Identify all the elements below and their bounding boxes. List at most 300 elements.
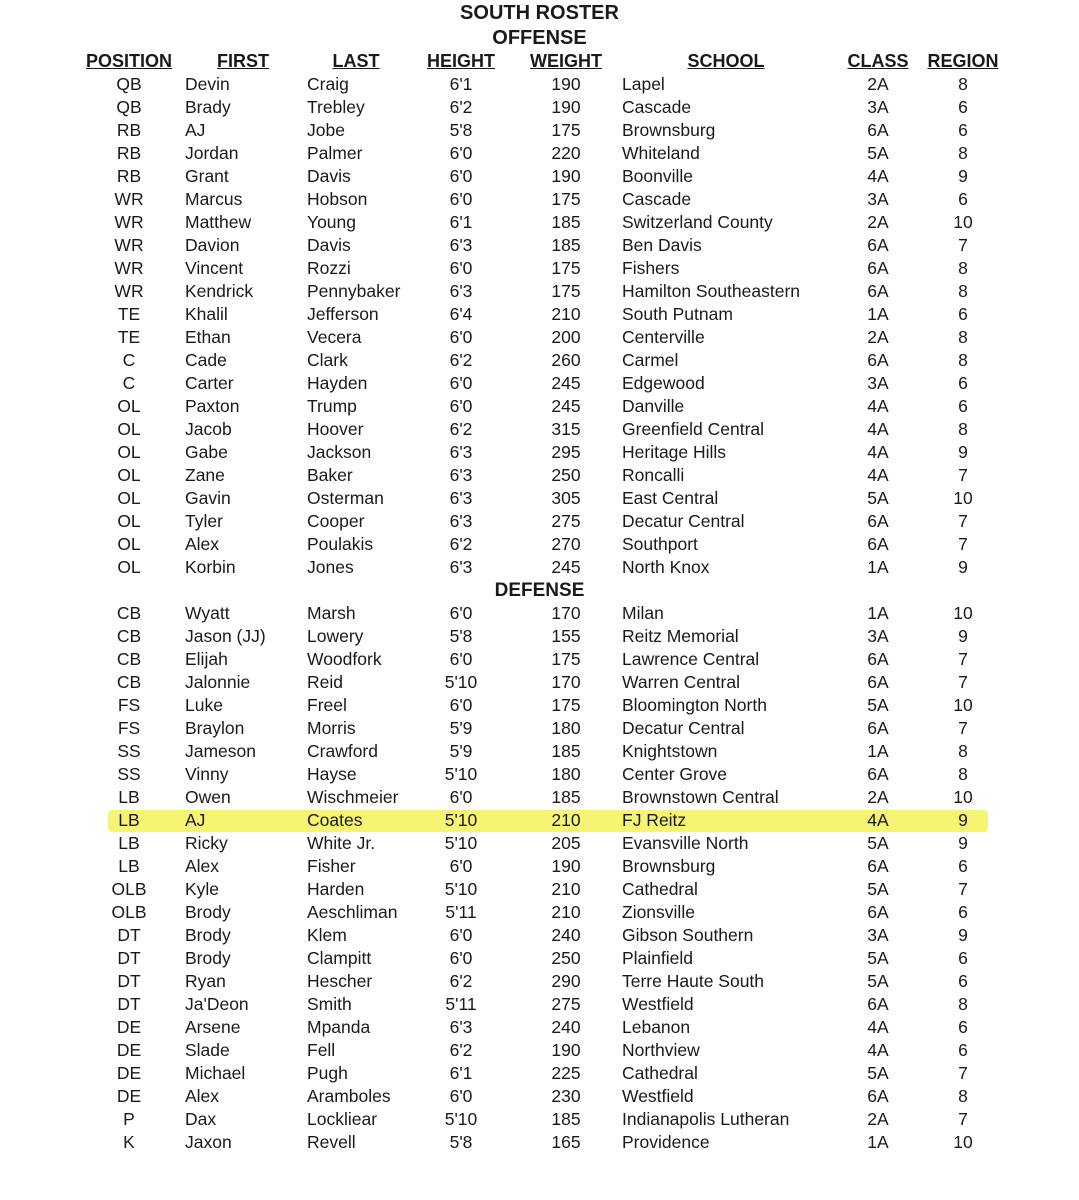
cell-last-name: Pugh (307, 1063, 348, 1083)
table-row (0, 487, 1079, 510)
cell-height: 6'1 (449, 212, 473, 232)
cell-class: 6A (867, 994, 889, 1014)
cell-class: 6A (867, 764, 889, 784)
cell-class: 6A (867, 649, 889, 669)
cell-weight: 170 (551, 672, 581, 692)
cell-position: LB (118, 787, 140, 807)
cell-last-name: White Jr. (307, 833, 376, 853)
table-row (0, 786, 1079, 809)
cell-school: Providence (622, 1132, 710, 1152)
header-last: LAST (332, 51, 380, 71)
cell-last-name: Davis (307, 235, 351, 255)
cell-height: 6'2 (449, 971, 473, 991)
cell-last-name: Hayden (307, 373, 368, 393)
cell-region: 6 (958, 902, 968, 922)
table-row (0, 1108, 1079, 1131)
table-row (0, 1062, 1079, 1085)
cell-weight: 180 (551, 718, 581, 738)
cell-school: Ben Davis (622, 235, 702, 255)
cell-first-name: Elijah (185, 649, 228, 669)
cell-region: 10 (953, 603, 973, 623)
cell-weight: 230 (551, 1086, 581, 1106)
cell-school: Brownsburg (622, 856, 716, 876)
cell-class: 2A (867, 1109, 889, 1129)
cell-region: 7 (958, 511, 968, 531)
cell-height: 5'10 (444, 1109, 478, 1129)
cell-last-name: Woodfork (307, 649, 382, 669)
cell-class: 4A (867, 419, 889, 439)
cell-region: 8 (958, 1086, 968, 1106)
cell-weight: 175 (551, 189, 581, 209)
cell-first-name: Ricky (185, 833, 228, 853)
cell-class: 5A (867, 833, 889, 853)
cell-class: 4A (867, 396, 889, 416)
cell-school: Milan (622, 603, 664, 623)
cell-last-name: Morris (307, 718, 356, 738)
table-row (0, 280, 1079, 303)
cell-last-name: Wischmeier (307, 787, 399, 807)
cell-class: 6A (867, 718, 889, 738)
cell-height: 6'2 (449, 419, 473, 439)
cell-last-name: Poulakis (307, 534, 374, 554)
cell-last-name: Fell (307, 1040, 336, 1060)
cell-class: 6A (867, 281, 889, 301)
cell-first-name: Michael (185, 1063, 246, 1083)
cell-first-name: Arsene (185, 1017, 241, 1037)
cell-position: DE (116, 1086, 142, 1106)
cell-height: 5'10 (444, 810, 478, 830)
cell-height: 6'0 (449, 189, 473, 209)
table-row (0, 1039, 1079, 1062)
cell-school: Decatur Central (622, 718, 745, 738)
cell-height: 5'9 (449, 741, 473, 761)
cell-class: 1A (867, 557, 889, 577)
cell-school: Hamilton Southeastern (622, 281, 801, 301)
cell-school: Plainfield (622, 948, 694, 968)
cell-weight: 305 (551, 488, 581, 508)
cell-weight: 185 (551, 787, 581, 807)
cell-region: 7 (958, 465, 968, 485)
table-row (0, 809, 1079, 832)
cell-weight: 190 (551, 74, 581, 94)
cell-school: Lawrence Central (622, 649, 760, 669)
cell-position: CB (116, 626, 142, 646)
table-row (0, 211, 1079, 234)
cell-region: 7 (958, 1109, 968, 1129)
cell-school: Center Grove (622, 764, 728, 784)
cell-weight: 275 (551, 994, 581, 1014)
cell-school: Carmel (622, 350, 679, 370)
cell-school: Northview (622, 1040, 700, 1060)
cell-height: 6'0 (449, 327, 473, 347)
cell-position: OL (117, 396, 141, 416)
cell-weight: 210 (551, 902, 581, 922)
cell-last-name: Hobson (307, 189, 368, 209)
cell-position: CB (116, 649, 142, 669)
cell-weight: 260 (551, 350, 581, 370)
cell-position: K (123, 1132, 135, 1152)
cell-height: 6'4 (449, 304, 473, 324)
cell-first-name: Tyler (185, 511, 223, 531)
table-row (0, 165, 1079, 188)
cell-height: 6'0 (449, 787, 473, 807)
cell-region: 7 (958, 235, 968, 255)
table-row (0, 326, 1079, 349)
cell-last-name: Hescher (307, 971, 373, 991)
cell-school: Greenfield Central (622, 419, 765, 439)
cell-school: Cathedral (622, 1063, 698, 1083)
cell-school: Centerville (622, 327, 705, 347)
cell-school: East Central (622, 488, 719, 508)
table-row (0, 947, 1079, 970)
cell-weight: 210 (551, 879, 581, 899)
cell-weight: 185 (551, 235, 581, 255)
table-row (0, 395, 1079, 418)
table-row (0, 556, 1079, 579)
table-row (0, 349, 1079, 372)
cell-first-name: Vinny (185, 764, 229, 784)
cell-region: 10 (953, 1132, 973, 1152)
table-row (0, 73, 1079, 96)
cell-weight: 245 (551, 373, 581, 393)
section-title-defense: DEFENSE (494, 580, 585, 601)
cell-school: Brownsburg (622, 120, 716, 140)
cell-height: 5'8 (449, 120, 473, 140)
cell-position: OL (117, 557, 141, 577)
cell-last-name: Pennybaker (307, 281, 401, 301)
header-weight: WEIGHT (530, 51, 602, 71)
cell-weight: 175 (551, 281, 581, 301)
cell-height: 6'2 (449, 1040, 473, 1060)
cell-height: 5'8 (449, 1132, 473, 1152)
cell-first-name: Korbin (185, 557, 236, 577)
table-row (0, 303, 1079, 326)
cell-weight: 165 (551, 1132, 581, 1152)
cell-region: 6 (958, 1040, 968, 1060)
cell-region: 9 (958, 626, 968, 646)
cell-last-name: Aeschliman (307, 902, 398, 922)
cell-region: 7 (958, 718, 968, 738)
cell-class: 1A (867, 603, 889, 623)
cell-height: 5'10 (444, 672, 478, 692)
cell-region: 6 (958, 396, 968, 416)
cell-height: 6'0 (449, 695, 473, 715)
cell-region: 7 (958, 534, 968, 554)
cell-class: 6A (867, 350, 889, 370)
cell-weight: 275 (551, 511, 581, 531)
table-header-row (0, 50, 1079, 73)
cell-height: 6'0 (449, 396, 473, 416)
cell-height: 5'11 (445, 994, 477, 1014)
cell-region: 9 (958, 557, 968, 577)
cell-weight: 190 (551, 166, 581, 186)
cell-first-name: Gabe (185, 442, 228, 462)
cell-last-name: Aramboles (307, 1086, 391, 1106)
cell-region: 7 (958, 1063, 968, 1083)
header-class: CLASS (847, 51, 909, 71)
table-row (0, 418, 1079, 441)
cell-school: Cascade (622, 189, 692, 209)
cell-school: Westfield (622, 994, 694, 1014)
cell-first-name: Alex (185, 534, 220, 554)
cell-class: 5A (867, 488, 889, 508)
table-row (0, 1085, 1079, 1108)
cell-last-name: Jefferson (307, 304, 379, 324)
cell-last-name: Klem (307, 925, 347, 945)
table-row (0, 717, 1079, 740)
cell-height: 6'2 (449, 97, 473, 117)
cell-position: P (123, 1109, 135, 1129)
table-row (0, 763, 1079, 786)
cell-class: 4A (867, 442, 889, 462)
cell-height: 5'10 (444, 879, 478, 899)
cell-class: 3A (867, 925, 889, 945)
cell-region: 9 (958, 442, 968, 462)
cell-height: 6'0 (449, 856, 473, 876)
cell-class: 4A (867, 1040, 889, 1060)
cell-weight: 180 (551, 764, 581, 784)
table-row (0, 1131, 1079, 1154)
cell-last-name: Trebley (307, 97, 365, 117)
cell-weight: 190 (551, 97, 581, 117)
cell-region: 8 (958, 327, 968, 347)
cell-height: 6'3 (449, 465, 473, 485)
cell-class: 6A (867, 511, 889, 531)
cell-first-name: Jordan (185, 143, 239, 163)
cell-last-name: Revell (307, 1132, 356, 1152)
cell-height: 6'1 (449, 74, 473, 94)
cell-class: 4A (867, 166, 889, 186)
cell-first-name: Brady (185, 97, 231, 117)
cell-position: OL (117, 534, 141, 554)
cell-region: 7 (958, 649, 968, 669)
cell-school: Terre Haute South (622, 971, 765, 991)
cell-position: OL (117, 442, 141, 462)
cell-school: Bloomington North (622, 695, 767, 715)
cell-class: 1A (867, 304, 889, 324)
cell-class: 4A (867, 810, 889, 830)
cell-last-name: Jackson (307, 442, 372, 462)
cell-position: OLB (111, 902, 147, 922)
cell-region: 8 (958, 764, 968, 784)
cell-last-name: Hoover (307, 419, 364, 439)
cell-position: DE (116, 1040, 142, 1060)
cell-school: Cascade (622, 97, 692, 117)
cell-first-name: Jalonnie (185, 672, 251, 692)
cell-class: 5A (867, 879, 889, 899)
table-row (0, 671, 1079, 694)
cell-position: CB (116, 672, 142, 692)
cell-school: Lebanon (622, 1017, 691, 1037)
table-row (0, 142, 1079, 165)
cell-class: 3A (867, 97, 889, 117)
cell-last-name: Cooper (307, 511, 365, 531)
cell-first-name: Jacob (185, 419, 232, 439)
cell-position: DT (117, 994, 141, 1014)
cell-position: OLB (111, 879, 147, 899)
cell-height: 5'11 (445, 902, 477, 922)
cell-weight: 175 (551, 258, 581, 278)
cell-last-name: Freel (307, 695, 347, 715)
table-row (0, 924, 1079, 947)
cell-first-name: Ryan (185, 971, 226, 991)
cell-class: 6A (867, 672, 889, 692)
cell-region: 10 (953, 212, 973, 232)
cell-height: 6'3 (449, 281, 473, 301)
cell-school: South Putnam (622, 304, 733, 324)
cell-position: QB (116, 97, 142, 117)
cell-position: C (122, 373, 136, 393)
table-row (0, 832, 1079, 855)
cell-class: 2A (867, 787, 889, 807)
cell-region: 8 (958, 741, 968, 761)
cell-position: LB (118, 833, 140, 853)
cell-last-name: Vecera (307, 327, 362, 347)
table-row (0, 188, 1079, 211)
cell-last-name: Palmer (307, 143, 363, 163)
table-row (0, 648, 1079, 671)
cell-school: Danville (622, 396, 685, 416)
cell-class: 2A (867, 74, 889, 94)
cell-region: 7 (958, 672, 968, 692)
cell-first-name: Luke (185, 695, 223, 715)
cell-first-name: Devin (185, 74, 230, 94)
cell-height: 6'3 (449, 442, 473, 462)
cell-class: 3A (867, 373, 889, 393)
cell-class: 6A (867, 856, 889, 876)
cell-position: LB (118, 856, 140, 876)
cell-region: 6 (958, 948, 968, 968)
cell-position: RB (116, 143, 142, 163)
cell-weight: 225 (551, 1063, 581, 1083)
cell-region: 6 (958, 120, 968, 140)
cell-weight: 315 (551, 419, 581, 439)
cell-weight: 190 (551, 856, 581, 876)
table-row (0, 372, 1079, 395)
cell-height: 6'3 (449, 235, 473, 255)
cell-region: 8 (958, 74, 968, 94)
section-title-offense: OFFENSE (492, 27, 587, 49)
cell-region: 8 (958, 281, 968, 301)
cell-first-name: Ethan (185, 327, 231, 347)
cell-first-name: Carter (185, 373, 234, 393)
cell-school: Indianapolis Lutheran (622, 1109, 790, 1129)
cell-weight: 245 (551, 396, 581, 416)
cell-class: 6A (867, 258, 889, 278)
page-title: SOUTH ROSTER (460, 2, 619, 24)
cell-school: Zionsville (622, 902, 695, 922)
cell-weight: 155 (551, 626, 581, 646)
cell-last-name: Rozzi (307, 258, 351, 278)
cell-region: 10 (953, 695, 973, 715)
cell-last-name: Marsh (307, 603, 356, 623)
cell-class: 1A (867, 741, 889, 761)
cell-position: WR (114, 281, 144, 301)
table-row (0, 625, 1079, 648)
cell-weight: 290 (551, 971, 581, 991)
cell-school: Reitz Memorial (622, 626, 739, 646)
cell-position: QB (116, 74, 142, 94)
cell-position: DT (117, 925, 141, 945)
cell-region: 7 (958, 879, 968, 899)
cell-first-name: Brody (185, 902, 231, 922)
cell-last-name: Baker (307, 465, 353, 485)
cell-position: OL (117, 511, 141, 531)
cell-weight: 240 (551, 1017, 581, 1037)
cell-class: 5A (867, 971, 889, 991)
cell-last-name: Young (307, 212, 356, 232)
cell-weight: 200 (551, 327, 581, 347)
cell-class: 3A (867, 189, 889, 209)
cell-first-name: Zane (185, 465, 225, 485)
cell-first-name: Khalil (185, 304, 228, 324)
cell-height: 6'0 (449, 143, 473, 163)
cell-class: 3A (867, 626, 889, 646)
cell-class: 6A (867, 235, 889, 255)
cell-class: 5A (867, 948, 889, 968)
cell-first-name: Gavin (185, 488, 231, 508)
cell-height: 6'2 (449, 534, 473, 554)
cell-class: 2A (867, 212, 889, 232)
cell-school: Heritage Hills (622, 442, 727, 462)
cell-school: Brownstown Central (622, 787, 779, 807)
table-row (0, 855, 1079, 878)
table-row (0, 602, 1079, 625)
table-row (0, 993, 1079, 1016)
cell-last-name: Lockliear (307, 1109, 378, 1129)
cell-height: 6'0 (449, 373, 473, 393)
cell-region: 8 (958, 994, 968, 1014)
cell-region: 6 (958, 971, 968, 991)
cell-region: 6 (958, 856, 968, 876)
cell-first-name: Marcus (185, 189, 243, 209)
cell-class: 6A (867, 120, 889, 140)
cell-position: SS (117, 764, 141, 784)
cell-weight: 170 (551, 603, 581, 623)
cell-first-name: AJ (185, 810, 206, 830)
cell-last-name: Jones (307, 557, 354, 577)
cell-class: 6A (867, 534, 889, 554)
cell-last-name: Reid (307, 672, 343, 692)
cell-school: Southport (622, 534, 698, 554)
cell-school: FJ Reitz (622, 810, 687, 830)
cell-region: 9 (958, 166, 968, 186)
cell-school: Lapel (622, 74, 665, 94)
cell-class: 4A (867, 1017, 889, 1037)
cell-weight: 175 (551, 120, 581, 140)
cell-school: Fishers (622, 258, 680, 278)
cell-school: Edgewood (622, 373, 705, 393)
cell-class: 5A (867, 143, 889, 163)
cell-position: TE (117, 304, 141, 324)
cell-height: 6'1 (449, 1063, 473, 1083)
cell-region: 8 (958, 350, 968, 370)
cell-school: Knightstown (622, 741, 718, 761)
cell-last-name: Hayse (307, 764, 357, 784)
cell-first-name: Davion (185, 235, 240, 255)
cell-height: 5'10 (444, 764, 478, 784)
table-row (0, 464, 1079, 487)
cell-region: 6 (958, 304, 968, 324)
cell-position: TE (117, 327, 141, 347)
cell-class: 6A (867, 902, 889, 922)
cell-region: 8 (958, 258, 968, 278)
cell-height: 6'0 (449, 258, 473, 278)
header-height: HEIGHT (426, 51, 496, 71)
cell-last-name: Clampitt (307, 948, 372, 968)
cell-position: WR (114, 235, 144, 255)
cell-position: FS (117, 695, 141, 715)
